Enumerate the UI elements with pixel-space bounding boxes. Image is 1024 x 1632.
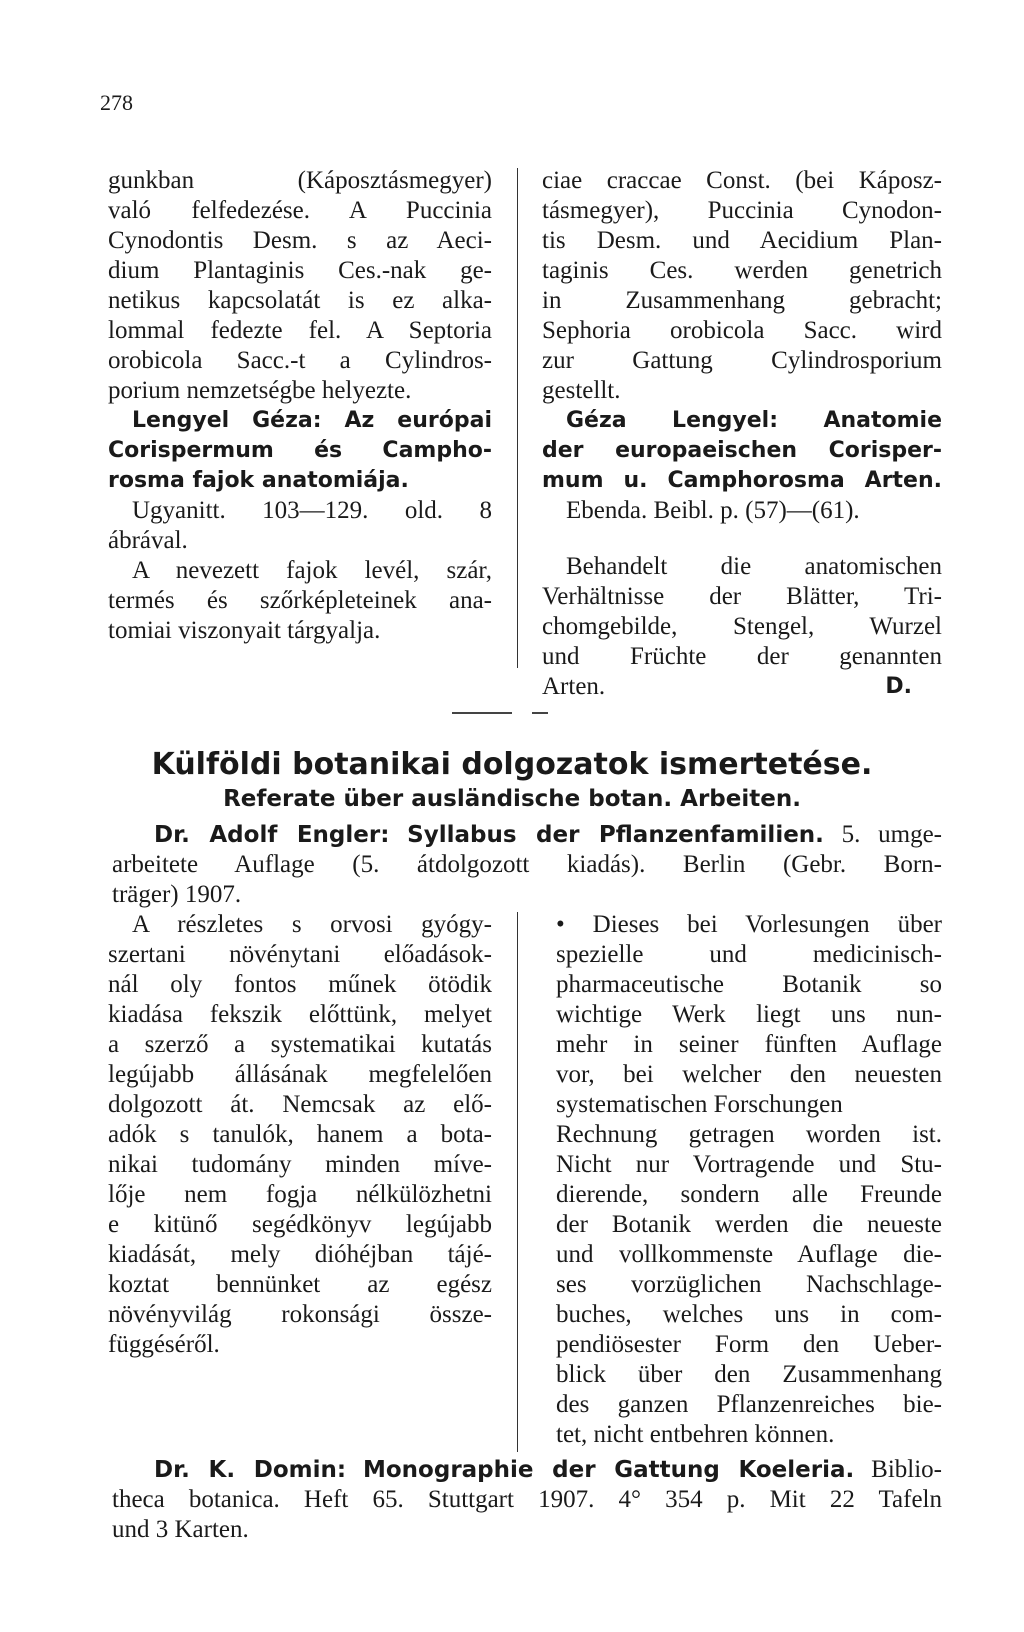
section-heading-de: Referate über ausländische botan. Arbeiten.: [223, 786, 801, 812]
text-line: buches, welches uns in com-: [556, 1301, 942, 1328]
text-line: koztat bennünket az egész: [108, 1271, 492, 1298]
review-1-title: Syllabus der Pflanzenfamilien.: [407, 822, 824, 848]
text-line: Cynodontis Desm. s az Aeci-: [108, 227, 492, 254]
review-1-header: [112, 820, 942, 910]
text-line: való felfedezése. A Puccinia: [108, 197, 492, 224]
section-heading-hu: Külföldi botanikai dolgozatok ismertetése.: [151, 747, 873, 782]
text-line: kiadása fekszik előttünk, melyet: [108, 1001, 492, 1028]
text-line: ábrával.: [108, 527, 188, 554]
review-2-line: [112, 1455, 942, 1485]
review-1-line: [112, 820, 942, 850]
text-line: • Dieses bei Vorlesungen über: [556, 911, 942, 938]
text-line: adók s tanulók, hanem a bota-: [108, 1121, 492, 1148]
text-line: a szerző a systematikai kutatás: [108, 1031, 492, 1058]
text-line: legújabb állásának megfelelően: [108, 1061, 492, 1088]
right-column: [542, 166, 942, 702]
text-line: mehr in seiner fünften Auflage: [556, 1031, 942, 1058]
text-line: dolgozott át. Nemcsak az elő-: [108, 1091, 492, 1118]
text-line: in Zusammenhang gebracht;: [542, 287, 942, 314]
review-1-line: arbeitete Auflage (5. átdolgozott kiadás). Berlin (Gebr. Born-: [112, 851, 942, 878]
text-line: termés és szőrképleteinek ana-: [108, 587, 492, 614]
review-2-line: und 3 Karten.: [112, 1516, 249, 1543]
left-column: [108, 166, 492, 646]
text-line-end: Arten.: [542, 673, 606, 700]
text-line: növényvilág rokonsági össze-: [108, 1301, 492, 1328]
text-line: und vollkommenste Auflage die-: [556, 1241, 942, 1268]
text-line-bold: Géza Lengyel: Anatomie: [566, 408, 942, 433]
text-line: Verhältnisse der Blätter, Tri-: [542, 583, 942, 610]
text-line-bold: rosma fajok anatomiája.: [108, 468, 409, 493]
text-line: pharmaceutische Botanik so: [556, 971, 942, 998]
text-line-bold: Lengyel Géza: Az európai: [132, 408, 492, 433]
text-line: chomgebilde, Stengel, Wurzel: [542, 613, 942, 640]
review-2-header: [112, 1455, 942, 1545]
text-line: blick über den Zusammenhang: [556, 1361, 942, 1388]
review-2-title: Monographie der Gattung Koeleria.: [362, 1457, 855, 1483]
text-line: zur Gattung Cylindrosporium: [542, 347, 942, 374]
text-line: Behandelt die anatomischen: [566, 553, 942, 580]
text-line: kiadását, mely dióhéjban tájé-: [108, 1241, 492, 1268]
text-line: Ebenda. Beibl. p. (57)—(61).: [566, 497, 860, 524]
review-2-line: theca botanica. Heft 65. Stuttgart 1907. 4° 354 p. Mit 22 Tafeln: [112, 1486, 942, 1513]
text-line: e kitünő segédkönyv legújabb: [108, 1211, 492, 1238]
text-line: lője nem fogja nélkülözhetni: [108, 1181, 492, 1208]
text-line: taginis Ces. werden genetrich: [542, 257, 942, 284]
review-1-left-column: [108, 910, 492, 1360]
review-1-edition: 5. umge-: [841, 821, 943, 848]
page-number: 278: [100, 90, 133, 115]
text-line: des ganzen Pflanzenreiches bie-: [556, 1391, 942, 1418]
section-separator: [452, 712, 512, 714]
review-1-right-column: [556, 910, 942, 1450]
text-line: nál oly fontos műnek ötödik: [108, 971, 492, 998]
column-divider: [517, 912, 518, 1452]
text-line: A nevezett fajok levél, szár,: [132, 557, 492, 584]
text-line: tis Desm. und Aecidium Plan-: [542, 227, 942, 254]
text-line: porium nemzetségbe helyezte.: [108, 377, 412, 404]
review-1-line: träger) 1907.: [112, 881, 242, 908]
text-line: A részletes s orvosi gyógy-: [132, 911, 492, 938]
text-line: függéséről.: [108, 1331, 220, 1358]
text-line: gunkban (Káposztásmegyer): [108, 167, 492, 194]
text-line: systematischen Forschungen: [556, 1091, 843, 1118]
text-line: ses vorzüglichen Nachschlage-: [556, 1271, 942, 1298]
text-line: spezielle und medicinisch-: [556, 941, 942, 968]
review-1-author: Dr. Adolf Engler:: [154, 822, 390, 848]
text-line: pendiösester Form den Ueber-: [556, 1331, 942, 1358]
section-separator: [532, 712, 548, 714]
reviewer-initial: D.: [885, 674, 912, 699]
text-line: tásmegyer), Puccinia Cynodon-: [542, 197, 942, 224]
text-line: ciae craccae Const. (bei Káposz-: [542, 167, 942, 194]
text-line: gestellt.: [542, 377, 621, 404]
text-line: vor, bei welcher den neuesten: [556, 1061, 942, 1088]
text-line-bold: Corispermum és Campho-: [108, 438, 492, 463]
text-line: der Botanik werden die neueste: [556, 1211, 942, 1238]
text-line: [542, 672, 942, 702]
text-line: tet, nicht entbehren können.: [556, 1421, 835, 1448]
text-line: orobicola Sacc.-t a Cylindros-: [108, 347, 492, 374]
text-line: dium Plantaginis Ces.-nak ge-: [108, 257, 492, 284]
text-line: netikus kapcsolatát is ez alka-: [108, 287, 492, 314]
review-2-author: Dr. K. Domin:: [154, 1457, 347, 1483]
text-line: und Früchte der genannten: [542, 643, 942, 670]
text-line: lommal fedezte fel. A Septoria: [108, 317, 492, 344]
text-line: nikai tudomány minden míve-: [108, 1151, 492, 1178]
text-line: tomiai viszonyait tárgyalja.: [108, 617, 381, 644]
text-line: dierende, sondern alle Freunde: [556, 1181, 942, 1208]
text-line-bold: mum u. Camphorosma Arten.: [542, 468, 942, 493]
text-line: szertani növénytani előadások-: [108, 941, 492, 968]
review-2-series: Biblio-: [871, 1456, 943, 1483]
text-line: Ugyanitt. 103—129. old. 8: [132, 497, 492, 524]
column-divider: [517, 168, 518, 668]
text-line-bold: der europaeischen Corisper-: [542, 438, 942, 463]
text-line: wichtige Werk liegt uns nun-: [556, 1001, 942, 1028]
text-line: Rechnung getragen worden ist.: [556, 1121, 942, 1148]
text-line: Nicht nur Vortragende und Stu-: [556, 1151, 942, 1178]
text-line: Sephoria orobicola Sacc. wird: [542, 317, 942, 344]
